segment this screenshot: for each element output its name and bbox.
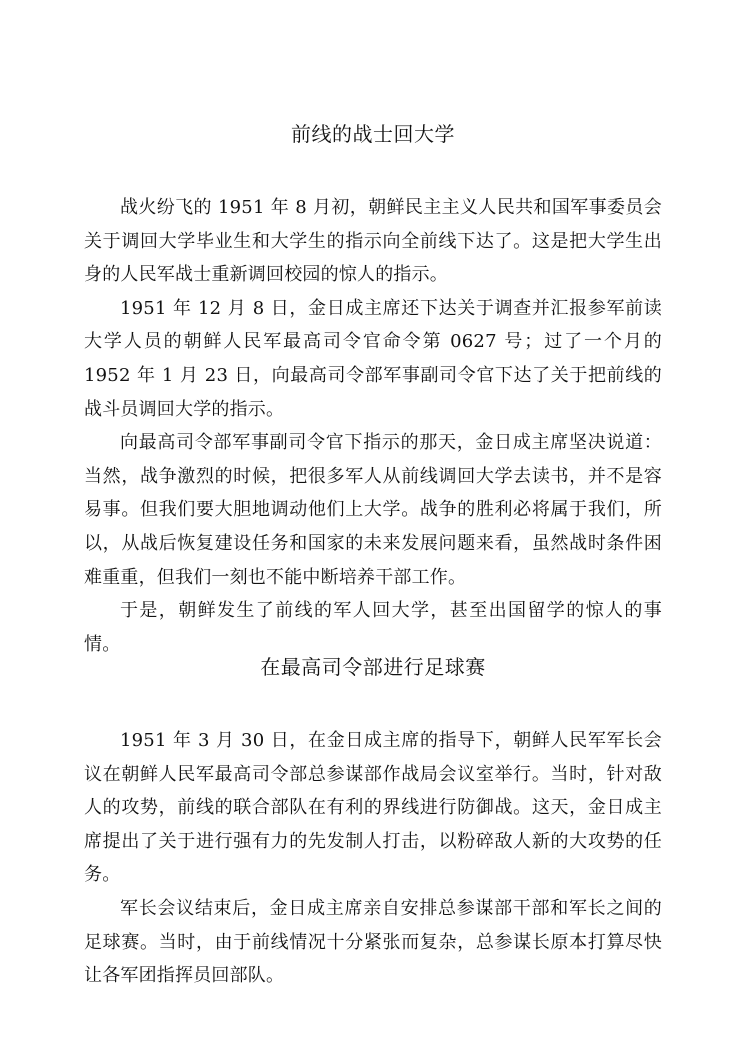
paragraph: 于是，朝鲜发生了前线的军人回大学，甚至出国留学的惊人的事情。	[84, 600, 662, 655]
paragraph: 战火纷飞的 1951 年 8 月初，朝鲜民主主义人民共和国军事委员会关于调回大学毕业生和大学生的指示向全前线下达了。这是把大学生出身的人民军战士重新调回校园的惊人的指示。	[84, 197, 662, 286]
section-body	[84, 724, 662, 993]
article-section-frontline-students	[84, 117, 662, 661]
paragraph: 1951 年 3 月 30 日，在金日成主席的指导下，朝鲜人民军军长会议在朝鲜人民军最高司令部总参谋部作战局会议室举行。当时，针对敌人的攻势，前线的联合部队在有利的界线进行防御战。这天，金日成主席提出了关于进行强有力的先发制人打击，以粉碎敌人新的大攻势的任务。	[84, 730, 662, 886]
paragraph: 军长会议结束后，金日成主席亲自安排总参谋部干部和军长之间的足球赛。当时，由于前线情况十分紧张而复杂，总参谋长原本打算尽快让各军团指挥员回部队。	[84, 897, 662, 987]
section-title: 在最高司令部进行足球赛	[260, 655, 486, 679]
paragraph: 1951 年 12 月 8 日，金日成主席还下达关于调查并汇报参军前读大学人员的朝鲜人民军最高司令官命令第 0627 号；过了一个月的 1952 年 1 月 23 日，向最高司令部军事副司令官下达了关于把前线的战斗员调回大学的指示。	[84, 297, 662, 420]
section-title: 前线的战士回大学	[291, 122, 455, 146]
article-section-football-match	[84, 650, 662, 993]
section-body	[84, 191, 662, 661]
paragraph: 向最高司令部军事副司令官下指示的那天，金日成主席坚决说道：当然，战争激烈的时候，把很多军人从前线调回大学去读书，并不是容易事。但我们要大胆地调动他们上大学。战争的胜利必将属于我们，所以，从战后恢复建设任务和国家的未来发展问题来看，虽然战时条件困难重重，但我们一刻也不能中断培养干部工作。	[84, 432, 662, 588]
